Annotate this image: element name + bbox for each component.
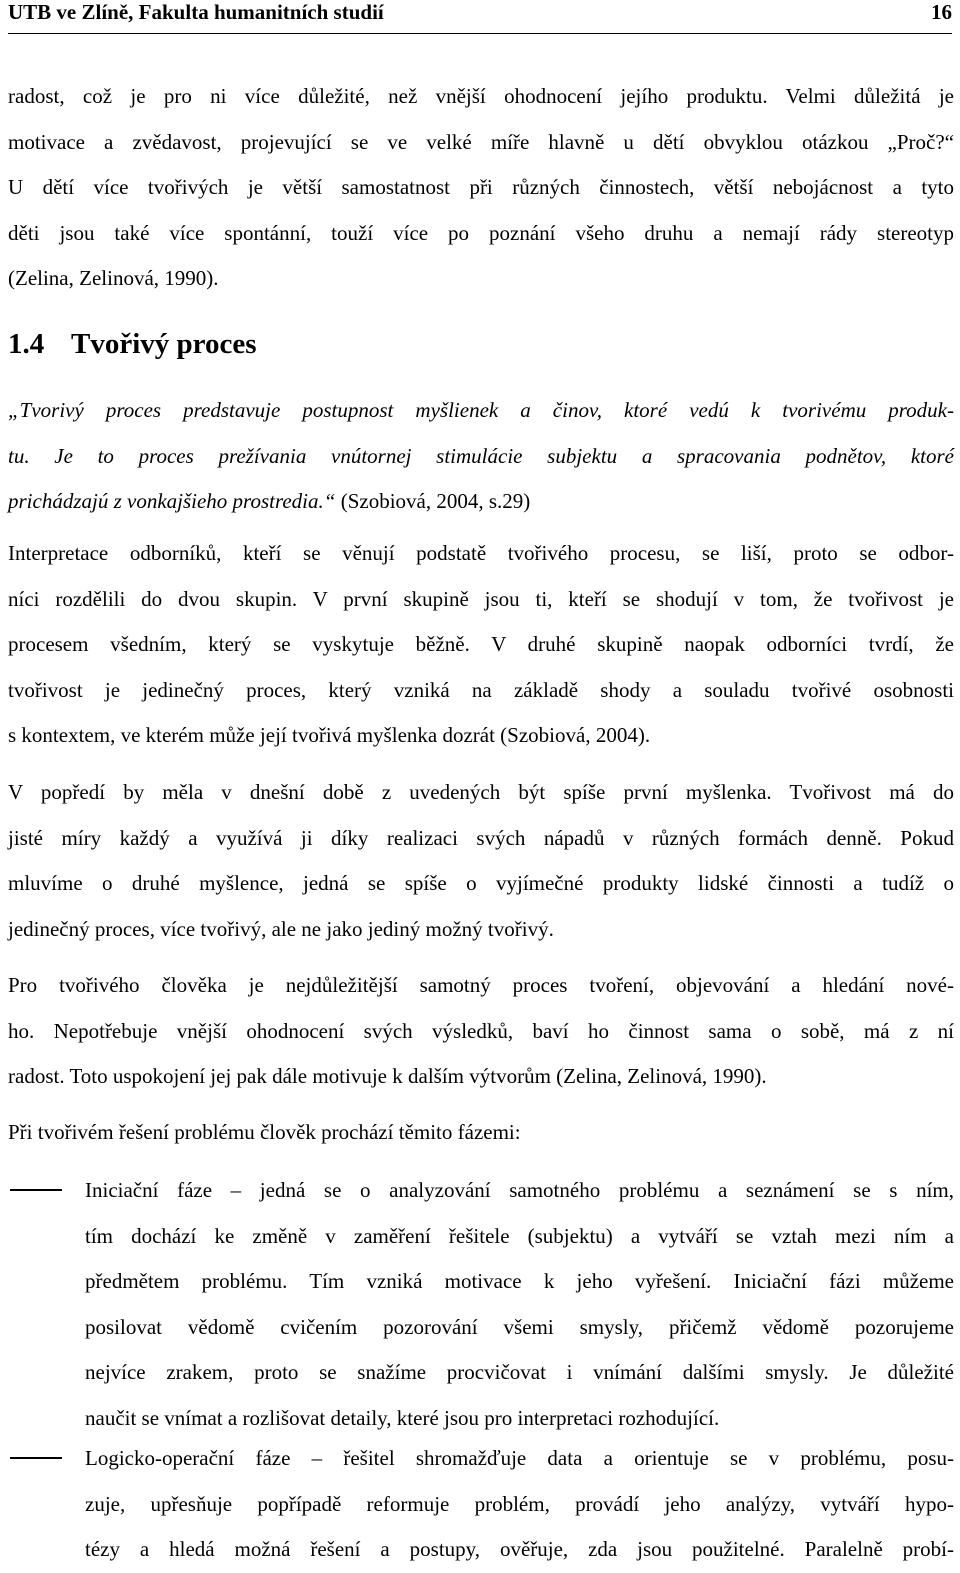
section-title: Tvořivý proces [71, 328, 257, 360]
paragraph-phases-intro [8, 1110, 954, 1156]
dash-bullet-icon [10, 1457, 62, 1459]
paragraph-creativity-children [8, 74, 954, 302]
section-number: 1.4 [8, 328, 45, 360]
text-line: děti jsou také více spontánní, touží více po poznání všeho druhu a nemají rády stereotyp [8, 220, 954, 245]
list-item-body [85, 1436, 954, 1573]
text-line: naučit se vnímat a rozlišovat detaily, které jsou pro interpretaci rozhodující. [85, 1405, 720, 1430]
page-number: 16 [931, 0, 952, 24]
text-line: procesem všedním, který se vyskytuje běžně. V druhé skupině naopak odborníci tvrdí, že [8, 632, 954, 657]
text-line: zuje, upřesňuje popřípadě reformuje problém, provádí jeho analýzy, vytváří hypo- [85, 1491, 954, 1516]
text-line: předmětem problému. Tím vzniká motivace k jeho vyřešení. Iniciační fázi můžeme [85, 1269, 954, 1294]
header-title: UTB ve Zlíně, Fakulta humanitních studií [8, 0, 384, 24]
text-line: radost, což je pro ni více důležité, než vnější ohodnocení jejího produktu. Velmi důležitá je [8, 84, 954, 108]
paragraph-first-thought [8, 770, 954, 952]
dash-bullet-icon [10, 1189, 62, 1191]
text-line: tézy a hledá možná řešení a postupy, ověřuje, zda jsou použitelné. Paralelně probí- [85, 1537, 954, 1562]
text-line: tvořivost je jedinečný proces, který vzniká na základě shody a souladu tvořivé osobnosti [8, 677, 954, 702]
quote-line: „Tvorivý proces predstavuje postupnost myšlienek a činov, ktoré vedú k tvorivému produk- [8, 398, 954, 422]
text-line: jedinečný proces, více tvořivý, ale ne jako jediný možný tvořivý. [8, 916, 554, 941]
text-line: (Zelina, Zelinová, 1990). [8, 266, 219, 291]
text-line: Logicko-operační fáze – řešitel shromažďuje data a orientuje se v problému, posu- [85, 1446, 954, 1470]
text-line: posilovat vědomě cvičením pozorování všemi smysly, přičemž vědomě pozorujeme [85, 1314, 954, 1339]
quote-line [8, 479, 954, 525]
text-line: tím dochází ke změně v zaměření řešitele (subjektu) a vytváří se vztah mezi ním a [85, 1223, 954, 1248]
text-line: Iniciační fáze – jedná se o analyzování samotného problému a seznámení se s ním, [85, 1178, 954, 1202]
text-line: V popředí by měla v dnešní době z uvedených být spíše první myšlenka. Tvořivost má do [8, 780, 954, 804]
quote-line: tu. Je to proces prežívania vnútornej stimulácie subjektu a spracovania podnětov, ktoré [8, 443, 954, 468]
text-line: ho. Nepotřebuje vnější ohodnocení svých výsledků, baví ho činnost sama o sobě, má z ní [8, 1018, 954, 1043]
text-line: jisté míry každý a využívá ji díky realizaci svých nápadů v různých formách denně. Pokud [8, 825, 954, 850]
text-line: níci rozdělili do dvou skupin. V první skupině jsou ti, kteří se shodují v tom, že tvořivost je [8, 586, 954, 611]
text-line: nejvíce zrakem, proto se snažíme procvičovat i vnímání dalšími smysly. Je důležité [85, 1360, 954, 1385]
text-line: radost. Toto uspokojení jej pak dále motivuje k dalším výtvorům (Zelina, Zelinová, 1990). [8, 1064, 767, 1089]
text-line: motivace a zvědavost, projevující se ve velké míře hlavně u dětí obvyklou otázkou „Proč?“ [8, 129, 954, 154]
text-line: Pro tvořivého člověka je nejdůležitější samotný proces tvoření, objevování a hledání nové- [8, 973, 954, 997]
section-heading [8, 328, 257, 361]
text-line: U dětí více tvořivých je větší samostatnost při různých činnostech, větší nebojácnost a tyto [8, 175, 954, 200]
running-header [8, 0, 952, 34]
text-line: mluvíme o druhé myšlence, jedná se spíše o vyjímečné produkty lidské činnosti a tudíž o [8, 871, 954, 896]
text-line: Interpretace odborníků, kteří se věnují podstatě tvořivého procesu, se liší, proto se odbor- [8, 541, 954, 565]
list-item-body [85, 1168, 954, 1442]
quote-paragraph [8, 388, 954, 525]
quote-italic-text: prichádzajú z vonkajšieho prostredia.“ [8, 489, 336, 514]
paragraph-creative-person [8, 963, 954, 1100]
text-line: s kontextem, ve kterém může její tvořivá myšlenka dozrát (Szobiová, 2004). [8, 723, 651, 748]
text-line: Při tvořivém řešení problému člověk prochází těmito fázemi: [8, 1120, 521, 1144]
quote-citation: (Szobiová, 2004, s.29) [335, 489, 531, 514]
paragraph-interpretations [8, 531, 954, 759]
